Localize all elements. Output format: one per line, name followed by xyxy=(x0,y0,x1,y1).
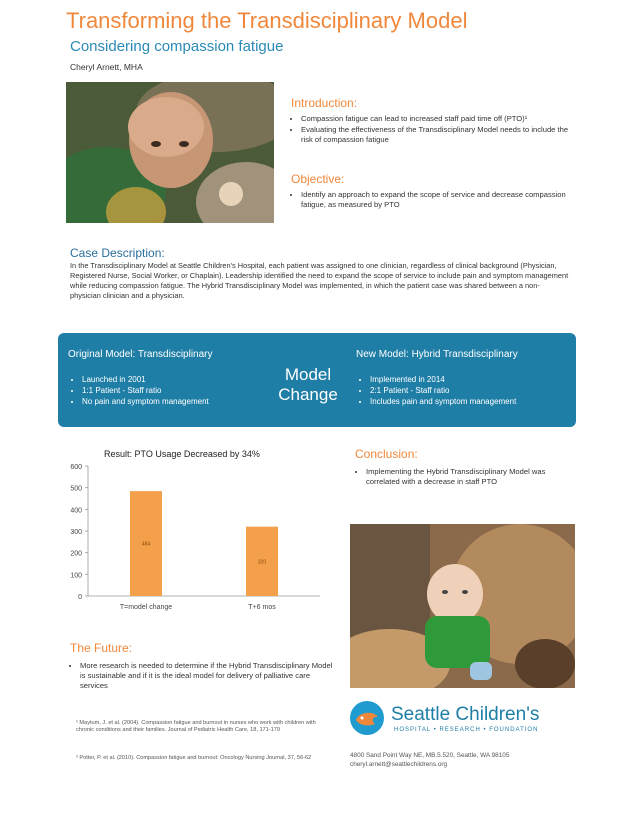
original-model-heading: Original Model: Transdisciplinary xyxy=(68,349,213,360)
whale-logo-icon xyxy=(349,700,385,736)
model-change-line2: Change xyxy=(278,385,338,404)
case-text: In the Transdisciplinary Model at Seattle Children's Hospital, each patient was assigned to one clinician, regardless of clinical background (Physician, Registered Nurse, Social Worker, or Chaplain). Leadership identified the need to expand the scope of service to include pain and symptom management while reducing compassion fatigue. The Hybrid Transdisciplinary Model was implemented, in which the patient case was shared between a non-physician clinician and a physician. xyxy=(70,261,569,300)
introduction-list xyxy=(287,114,573,146)
contact-email[interactable]: cheryl.arnett@seattlechildrens.org xyxy=(350,761,448,768)
conclusion-list xyxy=(352,467,562,488)
poster-title: Transforming the Transdisciplinary Model xyxy=(66,8,468,33)
conclusion-heading: Conclusion: xyxy=(355,447,418,461)
model-change-line1: Model xyxy=(284,365,332,384)
future-list xyxy=(66,661,336,692)
reference-1: ¹ Maytum, J. et al. (2004). Compassion fatigue and burnout in nurses who work with children with chronic conditions and their families. Journal of Pediatric Health Care, 18, 171-179 xyxy=(76,720,316,733)
future-heading: The Future: xyxy=(70,641,133,655)
child-photo-top xyxy=(66,82,274,223)
y-tick-label: 400 xyxy=(70,507,82,515)
chart-title: Result: PTO Usage Decreased by 34% xyxy=(104,449,260,459)
contact-address: 4800 Sand Point Way NE, MB.5.520, Seattle, WA 98105 xyxy=(350,752,510,759)
child-photo-illustration xyxy=(66,82,274,223)
case-heading: Case Description: xyxy=(70,246,165,260)
y-tick-label: 100 xyxy=(70,572,82,580)
y-tick-label: 600 xyxy=(70,464,82,471)
logo-name: Seattle Children's xyxy=(391,704,540,725)
logo-tagline: HOSPITAL • RESEARCH • FOUNDATION xyxy=(394,727,539,733)
new-model xyxy=(356,349,570,407)
original-model-bullet: • Launched in 2001 xyxy=(82,374,268,385)
new-model-heading: New Model: Hybrid Transdisciplinary xyxy=(356,349,518,360)
new-model-bullet: • Includes pain and symptom management xyxy=(370,396,570,407)
baby-photo xyxy=(350,524,575,688)
author-name: Cheryl Arnett, MHA xyxy=(70,62,143,72)
introduction-bullet: • Compassion fatigue can lead to increased staff paid time off (PTO)¹ xyxy=(301,114,573,124)
poster-subtitle: Considering compassion fatigue xyxy=(70,38,284,55)
original-model-bullet: • No pain and symptom management xyxy=(82,396,268,407)
x-category-label: T+6 mos xyxy=(248,604,276,611)
model-change-label xyxy=(268,365,348,405)
future-bullet: • More research is needed to determine if the Hybrid Transdisciplinary Model is sustainable and if it is the ideal model for delivery of palliative care services xyxy=(80,661,336,691)
new-model-bullet: • Implemented in 2014 xyxy=(370,374,570,385)
introduction-bullet: • Evaluating the effectiveness of the Transdisciplinary Model needs to include the risk of compassion fatigue xyxy=(301,125,573,145)
y-tick-label: 0 xyxy=(78,594,82,601)
conclusion-bullet: • Implementing the Hybrid Transdisciplinary Model was correlated with a decrease in staff PTO xyxy=(366,467,562,487)
bar-value-label: 484 xyxy=(141,541,151,548)
reference-2: ² Potter, P. et al. (2010). Compassion fatigue and burnout: Oncology Nursing Journal, 37, 56-62 xyxy=(76,755,312,761)
objective-heading: Objective: xyxy=(291,172,345,186)
x-category-label: T=model change xyxy=(119,604,173,611)
pto-bar-chart xyxy=(58,458,328,618)
bar-value-label: 320 xyxy=(257,559,267,566)
original-model xyxy=(68,349,268,407)
y-tick-label: 300 xyxy=(70,529,82,536)
baby-photo-illustration xyxy=(350,524,575,688)
y-tick-label: 500 xyxy=(70,485,82,493)
original-model-bullet: • 1:1 Patient - Staff ratio xyxy=(82,385,268,396)
new-model-bullet: • 2:1 Patient - Staff ratio xyxy=(370,385,570,396)
y-tick-label: 200 xyxy=(70,550,82,558)
model-change-banner xyxy=(58,333,576,427)
objective-bullet: • Identify an approach to expand the scope of service and decrease compassion fatigue, as measured by PTO xyxy=(301,190,573,210)
seattle-childrens-logo xyxy=(349,700,579,740)
objective-list xyxy=(287,190,573,211)
introduction-heading: Introduction: xyxy=(291,96,358,110)
